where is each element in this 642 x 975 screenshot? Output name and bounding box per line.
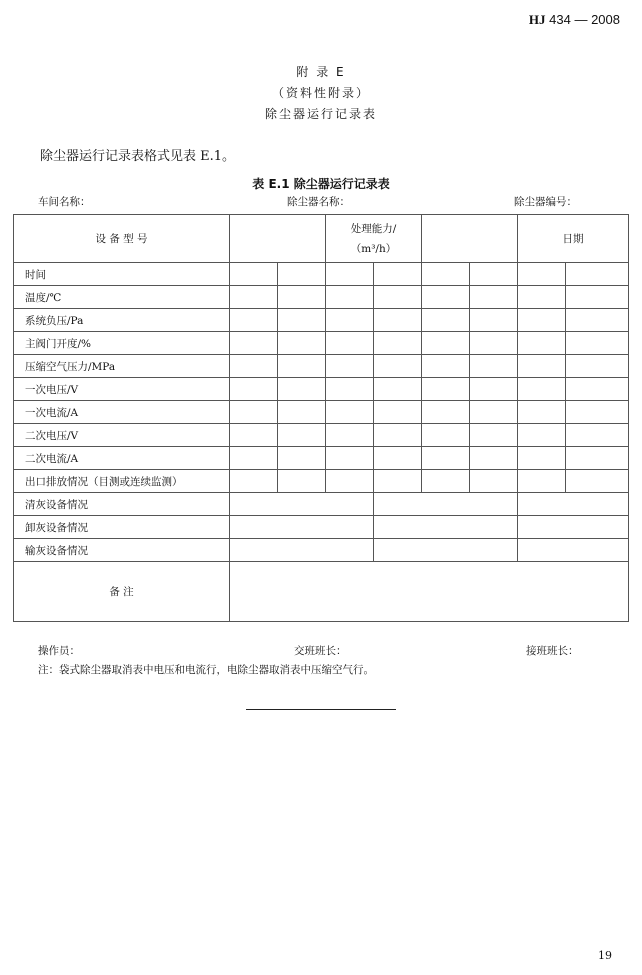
table-row [14,401,629,424]
value-cell [326,332,374,355]
header-capacity-line2: （m³/h） [350,242,397,255]
table-header-row [14,215,629,263]
value-cell [422,378,470,401]
value-cell [470,286,518,309]
value-cell [374,355,422,378]
header-capacity [326,215,422,263]
model-value-cell [230,215,326,263]
value-cell [422,470,470,493]
value-cell [518,470,566,493]
value-cell [374,401,422,424]
collector-name-label: 除尘器名称： [287,196,350,208]
value-cell [566,424,629,447]
standard-code [529,12,620,28]
value-cell [230,355,278,378]
value-cell [470,332,518,355]
row-label: 一次电流/A [14,401,230,424]
value-cell [326,263,374,286]
value-cell [470,355,518,378]
table-row [14,355,629,378]
value-cell [230,447,278,470]
value-cell [422,263,470,286]
value-cell [278,470,326,493]
value-cell [470,263,518,286]
value-cell [566,378,629,401]
value-cell [518,401,566,424]
value-cell [470,447,518,470]
row-label: 系统负压/Pa [14,309,230,332]
value-cell [326,470,374,493]
value-cell [470,401,518,424]
row-label: 时间 [14,263,230,286]
header-date: 日期 [518,215,629,263]
value-cell [470,378,518,401]
operator-label: 操作员： [38,645,80,657]
value-cell [470,424,518,447]
appendix-subtitle: （资料性附录） [271,86,370,100]
value-cell [230,332,278,355]
remarks-row [14,562,629,622]
value-cell [374,332,422,355]
value-cell [422,401,470,424]
value-cell [422,332,470,355]
row-label: 出口排放情况（目测或连续监测） [14,470,230,493]
value-cell [470,470,518,493]
row-label: 压缩空气压力/MPa [14,355,230,378]
value-cell [374,447,422,470]
value-cell [230,516,374,539]
table-row [14,378,629,401]
row-label: 清灰设备情况 [14,493,230,516]
value-cell [374,470,422,493]
value-cell [566,309,629,332]
table-caption: 表 E.1 除尘器运行记录表 [252,177,390,191]
page-number: 19 [598,949,612,962]
value-cell [278,447,326,470]
table-row [14,470,629,493]
value-cell [230,286,278,309]
value-cell [326,401,374,424]
value-cell [518,309,566,332]
workshop-name-label: 车间名称： [38,196,91,208]
operation-record-table [13,214,629,622]
row-label: 一次电压/V [14,378,230,401]
value-cell [518,332,566,355]
value-cell [518,378,566,401]
shift-handover-leader-label: 交班班长： [294,645,347,657]
value-cell [422,309,470,332]
table-note: 注：袋式除尘器取消表中电压和电流行，电除尘器取消表中压缩空气行。 [38,664,374,676]
value-cell [518,355,566,378]
value-cell [278,401,326,424]
value-cell [230,401,278,424]
value-cell [374,309,422,332]
value-cell [230,378,278,401]
table-row [14,424,629,447]
table-row [14,447,629,470]
value-cell [230,470,278,493]
value-cell [230,309,278,332]
value-cell [374,424,422,447]
row-label: 二次电压/V [14,424,230,447]
value-cell [566,447,629,470]
header-capacity-line1: 处理能力/ [350,222,397,235]
value-cell [374,539,518,562]
collector-number-label: 除尘器编号： [514,196,577,208]
shift-takeover-leader-label: 接班班长： [526,645,579,657]
table-row [14,493,629,516]
value-cell [230,493,374,516]
table-row [14,263,629,286]
capacity-value-cell [422,215,518,263]
standard-code-number: 434 — 2008 [549,12,620,27]
row-label: 输灰设备情况 [14,539,230,562]
value-cell [374,263,422,286]
value-cell [518,539,629,562]
value-cell [374,493,518,516]
row-label: 二次电流/A [14,447,230,470]
row-label: 主阀门开度/% [14,332,230,355]
value-cell [470,309,518,332]
value-cell [326,309,374,332]
value-cell [278,286,326,309]
value-cell [278,332,326,355]
value-cell [566,263,629,286]
value-cell [566,401,629,424]
row-label: 温度/℃ [14,286,230,309]
value-cell [326,286,374,309]
value-cell [566,286,629,309]
value-cell [230,424,278,447]
value-cell [422,355,470,378]
value-cell [422,447,470,470]
remarks-value-cell [230,562,629,622]
value-cell [326,378,374,401]
value-cell [518,424,566,447]
value-cell [518,263,566,286]
value-cell [278,424,326,447]
header-equipment-model: 设 备 型 号 [14,215,230,263]
value-cell [518,447,566,470]
value-cell [374,286,422,309]
value-cell [326,355,374,378]
value-cell [374,378,422,401]
value-cell [326,447,374,470]
value-cell [518,286,566,309]
value-cell [518,493,629,516]
table-row [14,309,629,332]
value-cell [422,286,470,309]
appendix-name: 除尘器运行记录表 [264,107,377,121]
table-row [14,286,629,309]
table-row [14,516,629,539]
value-cell [566,355,629,378]
value-cell [566,470,629,493]
value-cell [374,516,518,539]
value-cell [422,424,470,447]
value-cell [230,539,374,562]
value-cell [518,516,629,539]
remarks-label: 备 注 [14,562,230,622]
row-label: 卸灰设备情况 [14,516,230,539]
appendix-title: 附 录 E [296,65,346,79]
value-cell [278,355,326,378]
table-row [14,539,629,562]
end-rule [246,709,396,710]
value-cell [566,332,629,355]
value-cell [230,263,278,286]
standard-code-prefix: HJ [528,12,546,27]
value-cell [278,378,326,401]
value-cell [278,309,326,332]
intro-paragraph: 除尘器运行记录表格式见表 E.1。 [40,149,236,164]
table-row [14,332,629,355]
value-cell [278,263,326,286]
value-cell [326,424,374,447]
